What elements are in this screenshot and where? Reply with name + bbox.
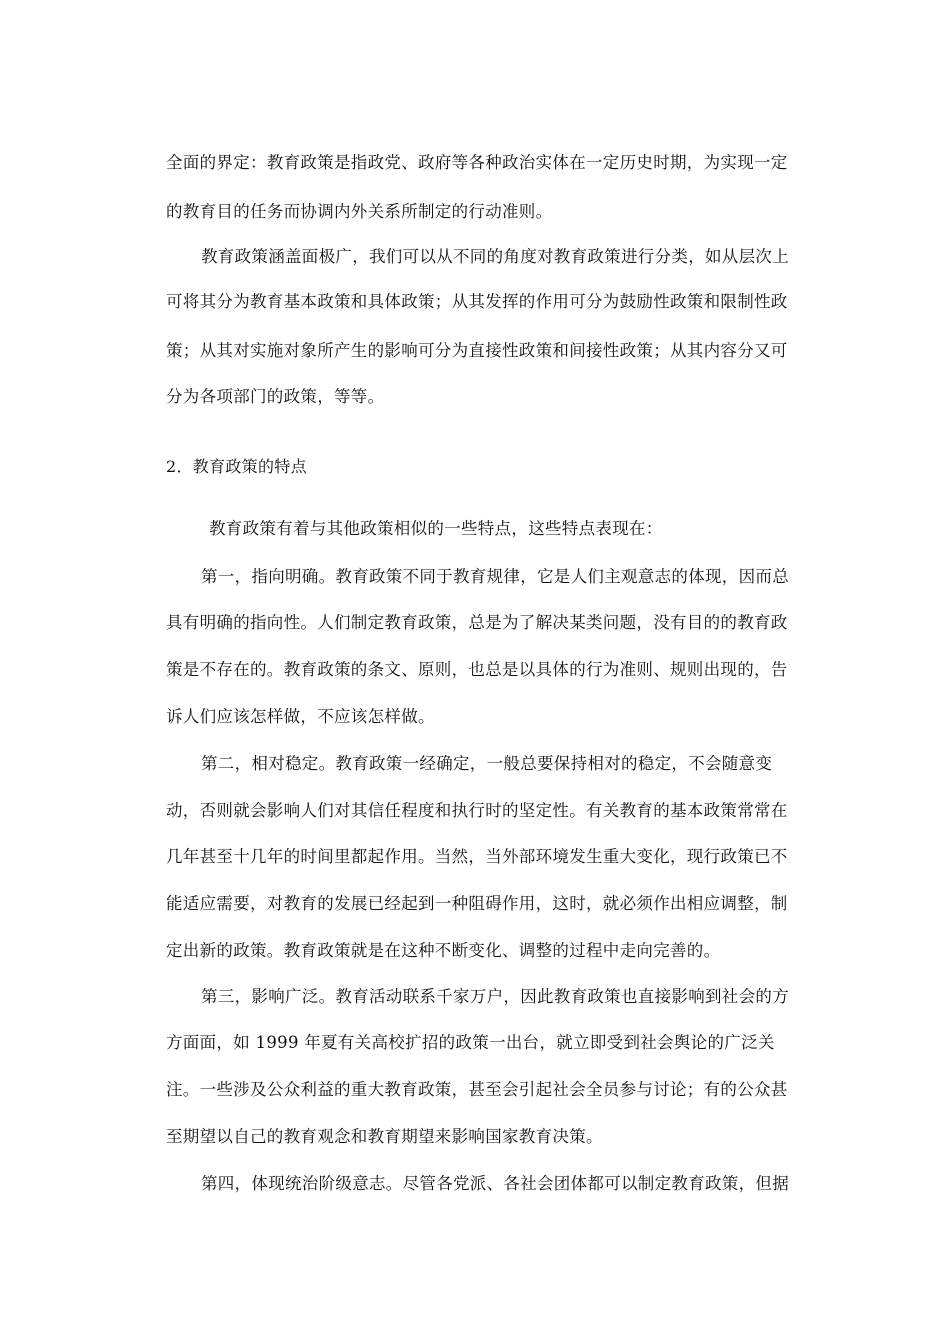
- text-line: 方面面，如 1999 年夏有关高校扩招的政策一出台，就立即受到社会舆论的广泛关: [166, 1033, 775, 1052]
- text-line: 可将其分为教育基本政策和具体政策；从其发挥的作用可分为鼓励性政策和限制性政: [166, 292, 788, 311]
- text-line: 定出新的政策。教育政策就是在这种不断变化、调整的过程中走向完善的。: [166, 941, 721, 960]
- text-line: 至期望以自己的教育观念和教育期望来影响国家教育决策。: [166, 1127, 603, 1146]
- text-line: 第二，相对稳定。教育政策一经确定，一般总要保持相对的稳定，不会随意变: [201, 754, 773, 773]
- text-line: 动，否则就会影响人们对其信任程度和执行时的坚定性。有关教育的基本政策常常在: [166, 801, 788, 820]
- text-line: 诉人们应该怎样做，不应该怎样做。: [166, 707, 435, 726]
- text-line: 第一，指向明确。教育政策不同于教育规律，它是人们主观意志的体现，因而总: [201, 567, 789, 586]
- text-line: 第四，体现统治阶级意志。尽管各党派、各社会团体都可以制定教育政策，但据: [201, 1174, 789, 1193]
- text-line: 具有明确的指向性。人们制定教育政策，总是为了解决某类问题，没有目的的教育政: [166, 613, 788, 632]
- text-line: 能适应需要，对教育的发展已经起到一种阻碍作用，这时，就必须作出相应调整，制: [166, 894, 788, 913]
- text-line: 第三，影响广泛。教育活动联系千家万户，因此教育政策也直接影响到社会的方: [201, 987, 789, 1006]
- text-line: 几年甚至十几年的时间里都起作用。当然，当外部环境发生重大变化，现行政策已不: [166, 847, 788, 866]
- text-line: 全面的界定：教育政策是指政党、政府等各种政治实体在一定历史时期，为实现一定: [166, 153, 788, 172]
- text-line: 策是不存在的。教育政策的条文、原则，也总是以具体的行为准则、规则出现的，告: [166, 660, 788, 679]
- text-line: 注。一些涉及公众利益的重大教育政策，甚至会引起社会全员参与讨论；有的公众甚: [166, 1080, 788, 1099]
- text-line: 教育政策涵盖面极广，我们可以从不同的角度对教育政策进行分类，如从层次上: [201, 247, 789, 266]
- text-line: 教育政策有着与其他政策相似的一些特点，这些特点表现在：: [209, 519, 663, 538]
- text-line: 分为各项部门的政策，等等。: [166, 387, 385, 406]
- text-line: 策；从其对实施对象所产生的影响可分为直接性政策和间接性政策；从其内容分又可: [166, 341, 788, 360]
- section-heading: 2．教育政策的特点: [166, 457, 307, 476]
- text-line: 的教育目的任务而协调内外关系所制定的行动准则。: [166, 202, 553, 221]
